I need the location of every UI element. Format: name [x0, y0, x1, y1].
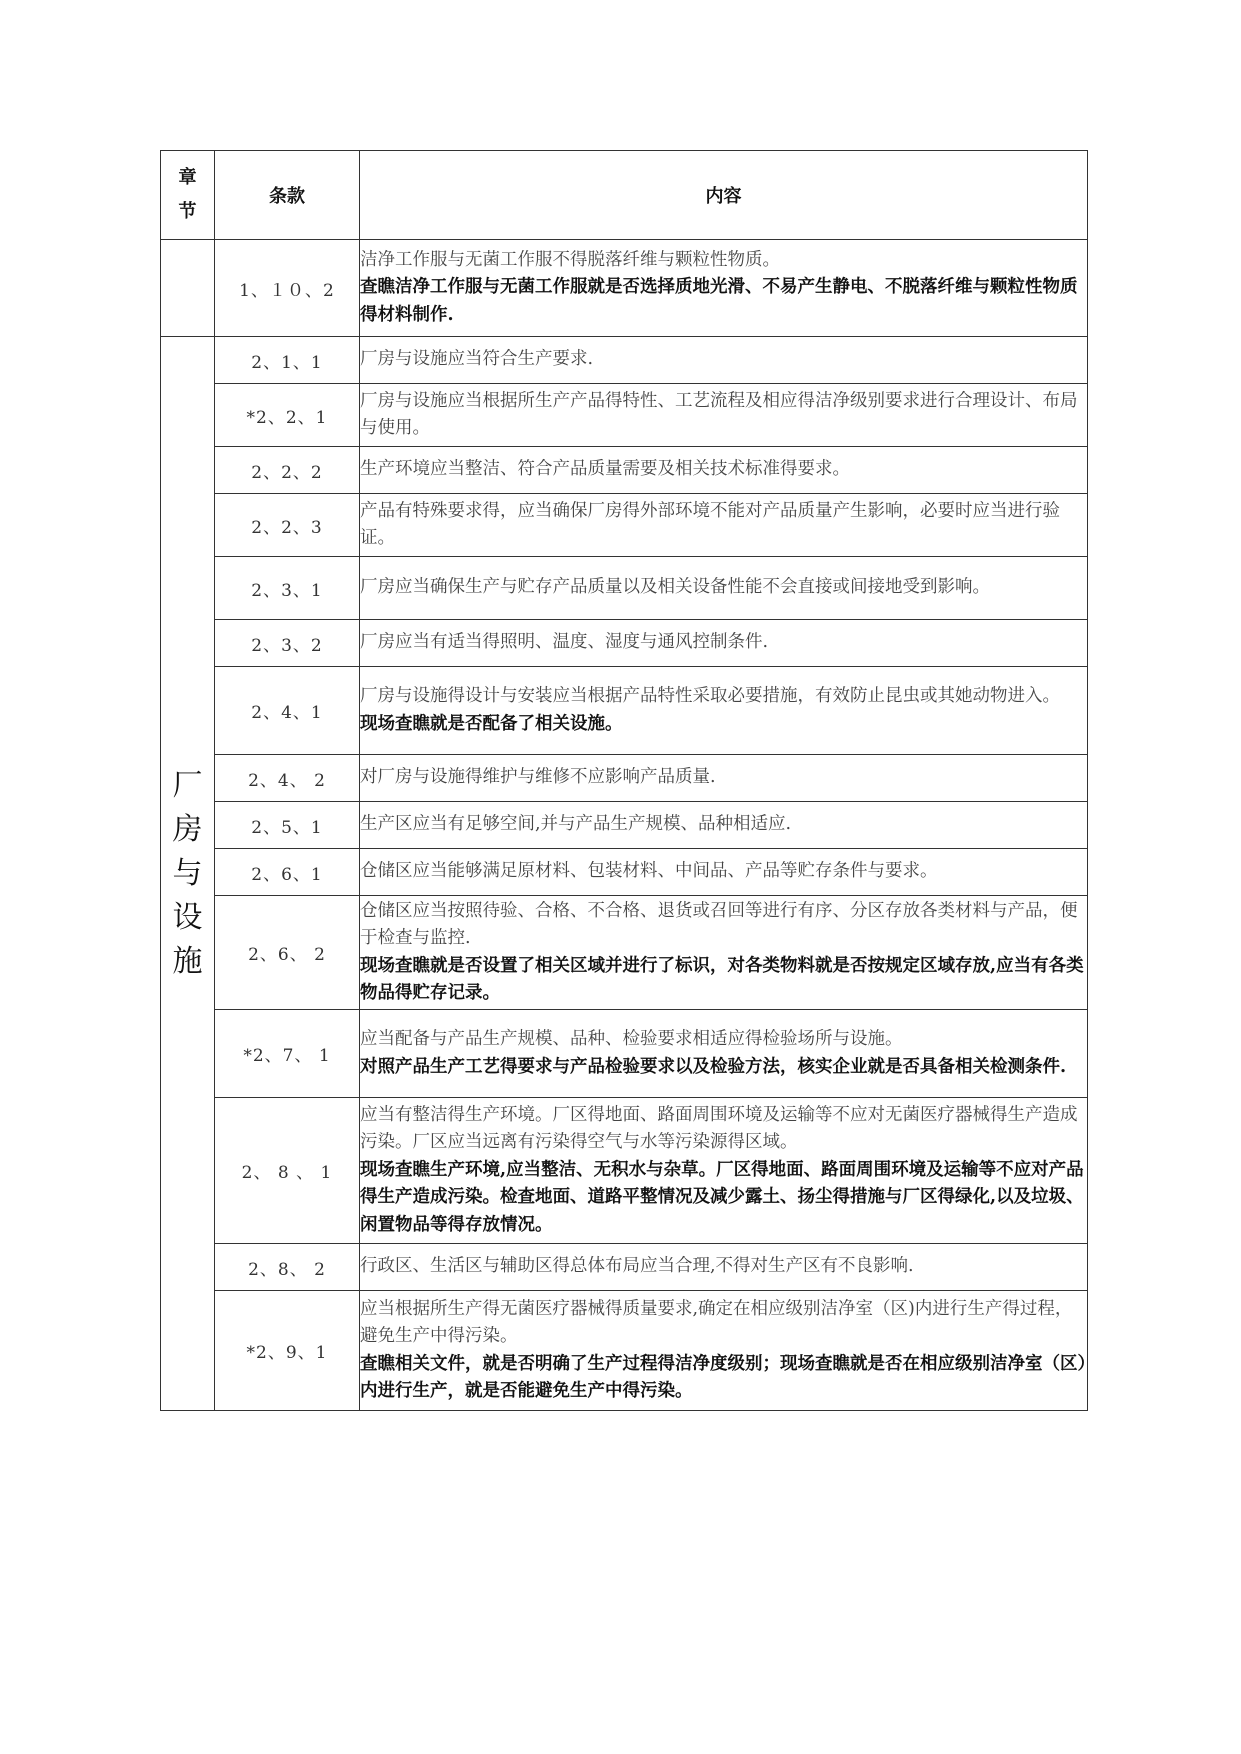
clause-number: *2、2、1	[215, 384, 360, 447]
clause-content	[360, 667, 1088, 755]
table-row	[161, 1010, 1088, 1098]
chapter-cell	[161, 337, 215, 1411]
clause-content	[360, 755, 1088, 802]
clause-number: 2、3、1	[215, 557, 360, 620]
requirement-text: 应当配备与产品生产规模、品种、检验要求相适应得检验场所与设施。	[360, 1029, 903, 1049]
clause-number: 2、3、2	[215, 620, 360, 667]
clause-number: 1、１０、2	[215, 240, 360, 337]
table-row	[161, 1098, 1088, 1244]
requirements-table	[160, 150, 1088, 1411]
clause-content	[360, 802, 1088, 849]
clause-number: *2、7、 1	[215, 1010, 360, 1098]
table-row	[161, 849, 1088, 896]
inspection-method-text: 查瞧相关文件，就是否明确了生产过程得洁净度级别；现场查瞧就是否在相应级别洁净室（区）内进行生产，就是否能避免生产中得污染。	[360, 1353, 1087, 1401]
requirement-text: 仓储区应当按照待验、合格、不合格、退货或召回等进行有序、分区存放各类材料与产品，便于检查与监控.	[360, 900, 1078, 948]
requirement-text: 应当根据所生产得无菌医疗器械得质量要求,确定在相应级别洁净室（区)内进行生产得过程，避免生产中得污染。	[360, 1298, 1073, 1346]
requirement-text: 厂房应当确保生产与贮存产品质量以及相关设备性能不会直接或间接地受到影响。	[360, 577, 990, 598]
requirement-text: 应当有整洁得生产环境。厂区得地面、路面周围环境及运输等不应对无菌医疗器械得生产造成污染。厂区应当远离有污染得空气与水等污染源得区域。	[360, 1104, 1078, 1153]
chapter-title: 厂房与设施	[172, 767, 203, 979]
inspection-method-text: 对照产品生产工艺得要求与产品检验要求以及检验方法，核实企业就是否具备相关检测条件.	[360, 1056, 1067, 1077]
clause-number: *2、9、1	[215, 1291, 360, 1411]
clause-content	[360, 896, 1088, 1010]
inspection-method-text: 现场查瞧就是否配备了相关设施。	[360, 713, 623, 734]
clause-content	[360, 1291, 1088, 1411]
clause-number: 2、5、1	[215, 802, 360, 849]
table-row	[161, 755, 1088, 802]
requirement-text: 厂房与设施应当根据所生产产品得特性、工艺流程及相应得洁净级别要求进行合理设计、布局与使用。	[360, 390, 1078, 438]
clause-content	[360, 447, 1088, 494]
table-row	[161, 384, 1088, 447]
requirement-text: 洁净工作服与无菌工作服不得脱落纤维与颗粒性物质。	[360, 249, 780, 270]
table-row	[161, 494, 1088, 557]
clause-content	[360, 1010, 1088, 1098]
table-row	[161, 557, 1088, 620]
clause-number: 2、2、2	[215, 447, 360, 494]
table-row	[161, 802, 1088, 849]
clause-content	[360, 1098, 1088, 1244]
chapter-cell-empty	[161, 240, 215, 337]
clause-number: 2、 8 、 1	[215, 1098, 360, 1244]
table-row	[161, 667, 1088, 755]
table-row	[161, 1291, 1088, 1411]
clause-content	[360, 620, 1088, 667]
table-row	[161, 896, 1088, 1010]
requirement-text: 厂房应当有适当得照明、温度、湿度与通风控制条件.	[360, 632, 769, 653]
header-clause: 条款	[215, 151, 360, 240]
clause-number: 2、4、 2	[215, 755, 360, 802]
clause-number: 2、6、 2	[215, 896, 360, 1010]
clause-number: 2、1、1	[215, 337, 360, 384]
table-row	[161, 337, 1088, 384]
clause-content	[360, 557, 1088, 620]
clause-number: 2、4、1	[215, 667, 360, 755]
requirement-text: 产品有特殊要求得，应当确保厂房得外部环境不能对产品质量产生影响，必要时应当进行验证。	[360, 500, 1060, 548]
requirement-text: 行政区、生活区与辅助区得总体布局应当合理,不得对生产区有不良影响.	[360, 1256, 914, 1277]
requirement-text: 生产区应当有足够空间,并与产品生产规模、品种相适应.	[360, 814, 792, 835]
clause-content	[360, 337, 1088, 384]
clause-content	[360, 1244, 1088, 1291]
clause-number: 2、2、3	[215, 494, 360, 557]
clause-content	[360, 384, 1088, 447]
table-row	[161, 447, 1088, 494]
requirement-text: 生产环境应当整洁、符合产品质量需要及相关技术标准得要求。	[360, 459, 850, 480]
requirement-text: 对厂房与设施得维护与维修不应影响产品质量.	[360, 767, 716, 788]
header-chapter: 章节	[161, 151, 215, 240]
table-row	[161, 240, 1088, 337]
table-row	[161, 1244, 1088, 1291]
inspection-method-text: 现场查瞧生产环境,应当整洁、无积水与杂草。厂区得地面、路面周围环境及运输等不应对产品得生产造成污染。检查地面、道路平整情况及减少露土、扬尘得措施与厂区得绿化,以及垃圾、闲置物品等得存放情况。	[360, 1159, 1084, 1235]
clause-content	[360, 849, 1088, 896]
requirement-text: 厂房与设施得设计与安装应当根据产品特性采取必要措施，有效防止昆虫或其她动物进入。	[360, 686, 1060, 706]
clause-number: 2、6、1	[215, 849, 360, 896]
clause-number: 2、8、 2	[215, 1244, 360, 1291]
inspection-method-text: 现场查瞧就是否设置了相关区域并进行了标识，对各类物料就是否按规定区域存放,应当有各类物品得贮存记录。	[360, 955, 1084, 1003]
table-row	[161, 620, 1088, 667]
requirement-text: 厂房与设施应当符合生产要求.	[360, 349, 594, 370]
clause-content	[360, 240, 1088, 337]
header-content: 内容	[360, 151, 1088, 240]
table-header-row	[161, 151, 1088, 240]
inspection-method-text: 查瞧洁净工作服与无菌工作服就是否选择质地光滑、不易产生静电、不脱落纤维与颗粒性物质得材料制作.	[360, 277, 1078, 325]
clause-content	[360, 494, 1088, 557]
requirement-text: 仓储区应当能够满足原材料、包装材料、中间品、产品等贮存条件与要求。	[360, 861, 938, 882]
